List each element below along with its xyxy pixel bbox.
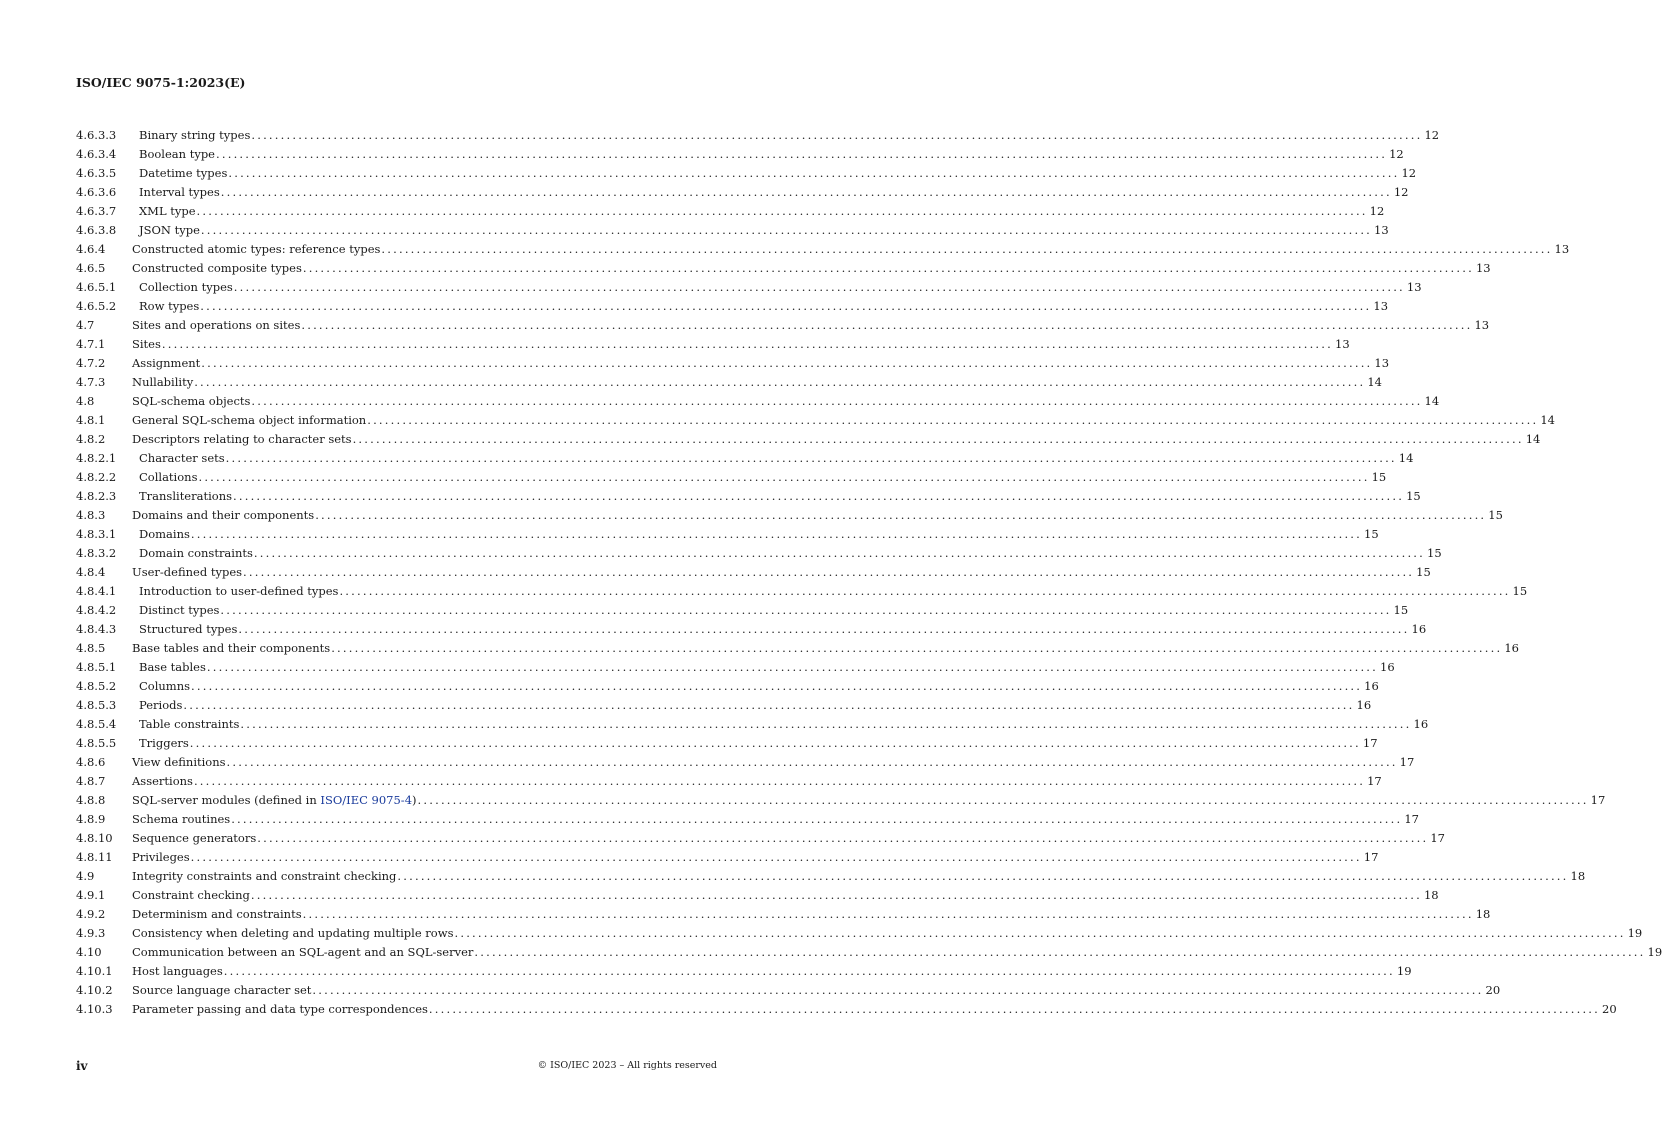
toc-entry-page: 15 — [1364, 527, 1379, 541]
toc-entry-title: Periods — [139, 698, 183, 712]
toc-dot-leader: ........................................................................................................................................................................................................ — [238, 622, 1410, 636]
toc-entry-page: 15 — [1393, 603, 1409, 617]
toc-entry-title: SQL-server modules (defined in ISO/IEC 9075-4) — [132, 793, 417, 807]
toc-entry-title: Descriptors relating to character sets — [132, 432, 352, 446]
toc-entry[interactable] — [76, 1000, 1617, 1019]
toc-entry-number: 4.9.3 — [76, 926, 106, 940]
toc-entry-page: 19 — [1647, 945, 1662, 959]
toc-entry-page: 14 — [1540, 413, 1555, 427]
toc-entry-number: 4.8.2.3 — [76, 489, 117, 503]
toc-entry-title: Schema routines — [132, 812, 231, 826]
toc-entry-page: 14 — [1525, 432, 1541, 446]
toc-entry-page: 16 — [1356, 698, 1372, 712]
toc-entry[interactable] — [76, 392, 1440, 411]
toc-dot-leader: ........................................................................................................................................................................................................ — [301, 318, 1473, 332]
toc-entry-number: 4.6.3.5 — [76, 166, 117, 180]
toc-dot-leader: ........................................................................................................................................................................................................ — [191, 679, 1363, 693]
toc-entry-number: 4.9 — [76, 869, 95, 883]
toc-entry-page: 12 — [1369, 204, 1385, 218]
toc-entry[interactable] — [76, 981, 1501, 1000]
toc-dot-leader: ........................................................................................................................................................................................................ — [200, 223, 1373, 237]
toc-entry[interactable] — [76, 449, 1414, 468]
toc-entry-page: 14 — [1424, 394, 1440, 408]
toc-entry[interactable] — [76, 677, 1379, 696]
toc-entry-title: Triggers — [139, 736, 189, 750]
toc-entry-title: Boolean type — [139, 147, 215, 161]
toc-entry-page: 15 — [1416, 565, 1431, 579]
toc-entry-number: 4.8.8 — [76, 793, 106, 807]
toc-entry[interactable] — [76, 772, 1382, 791]
toc-entry-title: Character sets — [139, 451, 225, 465]
toc-entry-title: XML type — [139, 204, 196, 218]
toc-entry-number: 4.7.1 — [76, 337, 106, 351]
toc-entry[interactable] — [76, 696, 1372, 715]
toc-entry-page: 13 — [1374, 356, 1390, 370]
toc-entry[interactable] — [76, 734, 1378, 753]
toc-entry-number: 4.6.5.2 — [76, 299, 117, 313]
toc-entry-page: 13 — [1373, 299, 1389, 313]
toc-entry-number: 4.9.1 — [76, 888, 106, 902]
toc-dot-leader: ........................................................................................................................................................................................................ — [233, 489, 1405, 503]
toc-entry[interactable] — [76, 582, 1528, 601]
toc-entry-title: Consistency when deleting and updating multiple rows — [132, 926, 454, 940]
toc-entry-number: 4.9.2 — [76, 907, 106, 921]
toc-entry-number: 4.6.3.4 — [76, 147, 117, 161]
toc-entry-page: 18 — [1570, 869, 1586, 883]
toc-entry[interactable] — [76, 563, 1431, 582]
toc-dot-leader: ........................................................................................................................................................................................................ — [381, 242, 1553, 256]
toc-entry[interactable] — [76, 924, 1643, 943]
toc-entry-page: 17 — [1590, 793, 1606, 807]
toc-entry-number: 4.8.5 — [76, 641, 106, 655]
toc-dot-leader: ........................................................................................................................................................................................................ — [206, 660, 1379, 674]
toc-entry[interactable] — [76, 544, 1442, 563]
toc-dot-leader: ........................................................................................................................................................................................................ — [331, 641, 1503, 655]
toc-entry-number: 4.8.1 — [76, 413, 106, 427]
toc-dot-leader: ........................................................................................................................................................................................................ — [198, 470, 1370, 484]
toc-entry-title: Transliterations — [139, 489, 232, 503]
toc-dot-leader: ........................................................................................................................................................................................................ — [251, 394, 1423, 408]
toc-dot-leader: ........................................................................................................................................................................................................ — [161, 337, 1333, 351]
toc-dot-leader: ........................................................................................................................................................................................................ — [474, 945, 1646, 959]
toc-entry-page: 14 — [1398, 451, 1414, 465]
toc-entry[interactable] — [76, 145, 1404, 164]
toc-entry-page: 18 — [1423, 888, 1439, 902]
toc-entry[interactable] — [76, 468, 1387, 487]
toc-entry-number: 4.6.3.6 — [76, 185, 117, 199]
toc-entry-page: 13 — [1474, 318, 1490, 332]
toc-entry-title: Integrity constraints and constraint checking — [132, 869, 397, 883]
toc-entry-page: 15 — [1512, 584, 1528, 598]
toc-entry-number: 4.6.5 — [76, 261, 106, 275]
toc-entry-title: Sites — [132, 337, 161, 351]
toc-entry-page: 13 — [1335, 337, 1350, 351]
toc-dot-leader: ........................................................................................................................................................................................................ — [190, 850, 1362, 864]
toc-entry[interactable] — [76, 183, 1409, 202]
toc-entry-title: View definitions — [132, 755, 226, 769]
toc-dot-leader: ........................................................................................................................................................................................................ — [397, 869, 1569, 883]
toc-entry-title: Structured types — [139, 622, 238, 636]
toc-dot-leader: ........................................................................................................................................................................................................ — [190, 527, 1363, 541]
toc-entry[interactable] — [76, 126, 1440, 145]
toc-entry-number: 4.8.2.1 — [76, 451, 117, 465]
toc-dot-leader: ........................................................................................................................................................................................................ — [200, 299, 1372, 313]
toc-dot-leader: ........................................................................................................................................................................................................ — [253, 546, 1426, 560]
toc-entry-title: Constraint checking — [132, 888, 250, 902]
toc-entry-page: 15 — [1406, 489, 1421, 503]
toc-entry-number: 4.8.3.1 — [76, 527, 117, 541]
toc-entry-number: 4.7.3 — [76, 375, 106, 389]
toc-entry-number: 4.8.5.1 — [76, 660, 117, 674]
toc-entry[interactable] — [76, 905, 1491, 924]
toc-entry[interactable] — [76, 411, 1555, 430]
table-of-contents — [76, 126, 1662, 1019]
toc-dot-leader: ........................................................................................................................................................................................................ — [196, 204, 1368, 218]
toc-entry-title: Sequence generators — [132, 831, 257, 845]
toc-entry[interactable] — [76, 886, 1439, 905]
toc-dot-leader: ........................................................................................................................................................................................................ — [417, 793, 1589, 807]
toc-entry-number: 4.7.2 — [76, 356, 106, 370]
toc-entry-title: Domains and their components — [132, 508, 315, 522]
toc-entry-number: 4.8.2 — [76, 432, 106, 446]
toc-entry-page: 18 — [1475, 907, 1491, 921]
toc-entry[interactable] — [76, 601, 1409, 620]
toc-entry[interactable] — [76, 297, 1389, 316]
toc-entry[interactable] — [76, 335, 1350, 354]
toc-entry[interactable] — [76, 962, 1412, 981]
toc-dot-leader: ........................................................................................................................................................................................................ — [223, 964, 1395, 978]
toc-entry-page: 14 — [1367, 375, 1382, 389]
toc-entry-number: 4.6.4 — [76, 242, 106, 256]
toc-entry[interactable] — [76, 791, 1606, 810]
toc-dot-leader: ........................................................................................................................................................................................................ — [257, 831, 1429, 845]
toc-entry[interactable] — [76, 259, 1491, 278]
toc-dot-leader: ........................................................................................................................................................................................................ — [251, 128, 1423, 142]
page-header-standard-id: ISO/IEC 9075-1:2023(E) — [76, 75, 246, 90]
toc-dot-leader: ........................................................................................................................................................................................................ — [315, 508, 1487, 522]
toc-entry-title: Communication between an SQL-agent and an SQL-server — [132, 945, 474, 959]
toc-entry[interactable] — [76, 202, 1385, 221]
toc-entry-page: 20 — [1602, 1002, 1617, 1016]
toc-entry[interactable] — [76, 487, 1421, 506]
toc-dot-leader: ........................................................................................................................................................................................................ — [189, 736, 1361, 750]
toc-dot-leader: ........................................................................................................................................................................................................ — [193, 774, 1366, 788]
toc-entry-title: Domain constraints — [139, 546, 253, 560]
toc-entry[interactable] — [76, 373, 1382, 392]
toc-entry-title: Domains — [139, 527, 190, 541]
toc-entry-title: Assertions — [132, 774, 193, 788]
toc-dot-leader: ........................................................................................................................................................................................................ — [216, 147, 1388, 161]
toc-entry-title: General SQL-schema object information — [132, 413, 367, 427]
toc-dot-leader: ........................................................................................................................................................................................................ — [201, 356, 1373, 370]
toc-entry-link[interactable]: ISO/IEC 9075-4 — [320, 793, 413, 807]
toc-dot-leader: ........................................................................................................................................................................................................ — [367, 413, 1539, 427]
toc-entry[interactable] — [76, 753, 1415, 772]
toc-dot-leader: ........................................................................................................................................................................................................ — [302, 907, 1474, 921]
toc-entry-number: 4.8 — [76, 394, 95, 408]
toc-dot-leader: ........................................................................................................................................................................................................ — [428, 1002, 1601, 1016]
toc-entry-page: 17 — [1430, 831, 1445, 845]
footer-page-number: iv — [76, 1059, 88, 1073]
toc-entry-number: 4.8.4.3 — [76, 622, 117, 636]
toc-entry-number: 4.10.1 — [76, 964, 113, 978]
toc-dot-leader: ........................................................................................................................................................................................................ — [226, 755, 1398, 769]
toc-dot-leader: ........................................................................................................................................................................................................ — [228, 166, 1400, 180]
toc-entry-number: 4.8.5.3 — [76, 698, 117, 712]
toc-entry-page: 20 — [1485, 983, 1501, 997]
toc-entry-page: 16 — [1413, 717, 1429, 731]
toc-dot-leader: ........................................................................................................................................................................................................ — [220, 185, 1392, 199]
toc-entry-title: Assignment — [132, 356, 201, 370]
toc-entry-number: 4.6.3.7 — [76, 204, 117, 218]
toc-entry-number: 4.8.2.2 — [76, 470, 117, 484]
toc-dot-leader: ........................................................................................................................................................................................................ — [231, 812, 1403, 826]
toc-dot-leader: ........................................................................................................................................................................................................ — [352, 432, 1524, 446]
toc-entry[interactable] — [76, 164, 1417, 183]
toc-entry-page: 13 — [1406, 280, 1422, 294]
toc-entry-title: Introduction to user-defined types — [139, 584, 339, 598]
toc-entry-number: 4.8.4.2 — [76, 603, 117, 617]
toc-entry-page: 12 — [1393, 185, 1409, 199]
toc-entry-title: Distinct types — [139, 603, 220, 617]
toc-entry[interactable] — [76, 430, 1541, 449]
toc-entry-title: Columns — [139, 679, 191, 693]
toc-entry-page: 12 — [1424, 128, 1440, 142]
toc-entry-title: Source language character set — [132, 983, 312, 997]
toc-entry-title: Nullability — [132, 375, 194, 389]
toc-entry-title: Base tables — [139, 660, 206, 674]
toc-entry-number: 4.10.2 — [76, 983, 113, 997]
toc-entry-title: Interval types — [139, 185, 220, 199]
toc-dot-leader: ........................................................................................................................................................................................................ — [302, 261, 1474, 275]
toc-entry[interactable] — [76, 829, 1445, 848]
toc-entry-title: Privileges — [132, 850, 190, 864]
toc-entry-number: 4.8.5.4 — [76, 717, 117, 731]
toc-entry-page: 12 — [1389, 147, 1404, 161]
toc-entry-title: Constructed composite types — [132, 261, 302, 275]
toc-entry[interactable] — [76, 715, 1429, 734]
toc-entry-page: 17 — [1367, 774, 1382, 788]
toc-dot-leader: ........................................................................................................................................................................................................ — [312, 983, 1484, 997]
toc-entry[interactable] — [76, 278, 1422, 297]
toc-entry[interactable] — [76, 620, 1427, 639]
toc-entry-page: 17 — [1399, 755, 1415, 769]
toc-entry[interactable] — [76, 221, 1389, 240]
toc-entry[interactable] — [76, 658, 1395, 677]
toc-entry-title: Parameter passing and data type correspondences — [132, 1002, 428, 1016]
toc-entry-title: Row types — [139, 299, 200, 313]
toc-entry-page: 12 — [1401, 166, 1417, 180]
toc-dot-leader: ........................................................................................................................................................................................................ — [454, 926, 1626, 940]
toc-entry[interactable] — [76, 848, 1379, 867]
toc-entry-number: 4.8.3 — [76, 508, 106, 522]
toc-entry-page: 16 — [1504, 641, 1519, 655]
toc-entry-title: Base tables and their components — [132, 641, 331, 655]
toc-entry-title: JSON type — [139, 223, 200, 237]
toc-dot-leader: ........................................................................................................................................................................................................ — [243, 565, 1415, 579]
toc-entry[interactable] — [76, 316, 1490, 335]
toc-dot-leader: ........................................................................................................................................................................................................ — [250, 888, 1422, 902]
toc-entry-page: 15 — [1427, 546, 1442, 560]
toc-entry-page: 13 — [1374, 223, 1389, 237]
toc-entry-title: Datetime types — [139, 166, 228, 180]
toc-entry-number: 4.6.5.1 — [76, 280, 117, 294]
toc-entry-title: User-defined types — [132, 565, 243, 579]
toc-entry-number: 4.8.11 — [76, 850, 113, 864]
toc-entry-page: 17 — [1362, 736, 1378, 750]
toc-entry-title: Constructed atomic types: reference types — [132, 242, 381, 256]
toc-entry-page: 13 — [1554, 242, 1570, 256]
toc-entry-number: 4.8.5.5 — [76, 736, 117, 750]
toc-dot-leader: ........................................................................................................................................................................................................ — [183, 698, 1355, 712]
toc-entry-title: Determinism and constraints — [132, 907, 302, 921]
toc-entry-page: 19 — [1396, 964, 1412, 978]
toc-entry-title: SQL-schema objects — [132, 394, 251, 408]
toc-entry-page: 17 — [1363, 850, 1379, 864]
toc-entry[interactable] — [76, 506, 1503, 525]
toc-entry-number: 4.8.4 — [76, 565, 106, 579]
toc-entry-page: 17 — [1404, 812, 1419, 826]
toc-entry[interactable] — [76, 810, 1419, 829]
toc-entry-number: 4.10 — [76, 945, 102, 959]
toc-entry-title: Table constraints — [139, 717, 240, 731]
toc-dot-leader: ........................................................................................................................................................................................................ — [339, 584, 1511, 598]
toc-dot-leader: ........................................................................................................................................................................................................ — [225, 451, 1397, 465]
toc-entry-title: Collection types — [139, 280, 233, 294]
toc-entry[interactable] — [76, 639, 1519, 658]
toc-entry[interactable] — [76, 525, 1379, 544]
toc-entry[interactable] — [76, 943, 1662, 962]
toc-dot-leader: ........................................................................................................................................................................................................ — [194, 375, 1366, 389]
toc-entry-page: 15 — [1371, 470, 1387, 484]
toc-dot-leader: ........................................................................................................................................................................................................ — [220, 603, 1392, 617]
toc-entry[interactable] — [76, 867, 1586, 886]
toc-entry-page: 13 — [1475, 261, 1491, 275]
toc-entry[interactable] — [76, 240, 1570, 259]
toc-entry-page: 15 — [1488, 508, 1503, 522]
toc-entry-number: 4.7 — [76, 318, 95, 332]
toc-entry-page: 19 — [1627, 926, 1643, 940]
toc-entry-number: 4.8.3.2 — [76, 546, 117, 560]
toc-entry[interactable] — [76, 354, 1390, 373]
toc-entry-title: Collations — [139, 470, 198, 484]
toc-entry-number: 4.6.3.8 — [76, 223, 117, 237]
toc-entry-number: 4.8.5.2 — [76, 679, 117, 693]
footer-copyright: © ISO/IEC 2023 – All rights reserved — [537, 1060, 717, 1071]
toc-entry-number: 4.8.6 — [76, 755, 106, 769]
toc-entry-page: 16 — [1411, 622, 1427, 636]
toc-entry-number: 4.8.4.1 — [76, 584, 117, 598]
toc-entry-page: 16 — [1364, 679, 1379, 693]
toc-entry-number: 4.8.10 — [76, 831, 113, 845]
toc-entry-number: 4.8.7 — [76, 774, 106, 788]
toc-entry-title: Host languages — [132, 964, 223, 978]
toc-entry-title: Binary string types — [139, 128, 251, 142]
toc-entry-number: 4.8.9 — [76, 812, 106, 826]
toc-dot-leader: ........................................................................................................................................................................................................ — [233, 280, 1405, 294]
toc-entry-page: 16 — [1380, 660, 1395, 674]
toc-entry-title: Sites and operations on sites — [132, 318, 301, 332]
toc-entry-number: 4.10.3 — [76, 1002, 113, 1016]
toc-dot-leader: ........................................................................................................................................................................................................ — [240, 717, 1412, 731]
toc-entry-number: 4.6.3.3 — [76, 128, 117, 142]
